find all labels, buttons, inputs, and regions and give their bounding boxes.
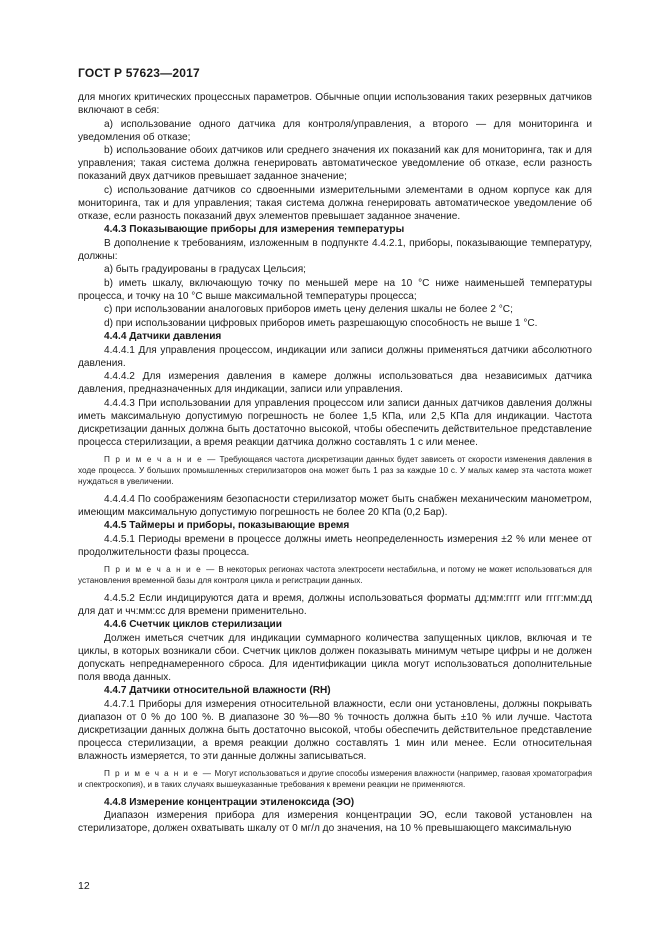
paragraph: 4.4.5.1 Периоды времени в процессе должны иметь неопределенность измерения ±2 % или менее от продолжительности фазы процесса.: [78, 533, 592, 558]
paragraph: Должен иметься счетчик для индикации суммарного количества запущенных циклов, включая и те циклы, в которых возникали сбои. Счетчик циклов должен показывать минимум четыре цифры и не должен допускать непреднамеренного сброса. Для идентификации цикла могут использоваться дополнительные поля ввода данных.: [78, 632, 592, 683]
document-body: [78, 91, 592, 836]
note: [78, 454, 592, 487]
note: [78, 768, 592, 790]
section-title: Датчики относительной влажности (RH): [129, 685, 331, 696]
paragraph: 4.4.4.4 По соображениям безопасности стерилизатор может быть снабжен механическим манометром, имеющим максимальную допустимую погрешность не более 20 КПа (0,2 Бар).: [78, 493, 592, 518]
note-text: В некоторых регионах частота электросети нестабильна, и потому не может использоваться для установления временной базы для контроля цикла и регистрации данных.: [78, 564, 592, 585]
page-number: 12: [78, 880, 90, 892]
section-heading: [78, 330, 592, 343]
section-number: 4.4.3: [104, 224, 127, 235]
section-title: Измерение концентрации этиленоксида (ЭО): [129, 796, 355, 808]
paragraph: для многих критических процессных параметров. Обычные опции использования таких резервных датчиков включают в себя:: [78, 92, 592, 116]
note-label: П р и м е ч а н и е —: [104, 564, 216, 574]
paragraph: d) при использовании цифровых приборов иметь разрешающую способность не выше 1 °С.: [104, 317, 538, 329]
section-heading: [78, 684, 592, 697]
paragraph: 4.4.4.2 Для измерения давления в камере должны использоваться два независимых датчика давления, предназначенных для индикации, записи или управления.: [78, 371, 592, 395]
document-header-title: ГОСТ Р 57623—2017: [78, 66, 200, 80]
section-number: 4.4.5: [104, 520, 127, 531]
paragraph: c) использование датчиков со сдвоенными измерительными элементами в одном корпусе как для мониторинга, так и для управления; такая система должна генерировать автоматическое уведомление об отказе, если разность показаний двух элементов превышает заданное значение.: [78, 184, 592, 222]
note-text: Могут использоваться и другие способы измерения влажности (например, газовая хроматография и спектроскопия), и в таких случаях вышеуказанные требования к времени реакции не применяются.: [78, 768, 593, 789]
paragraph: a) использование одного датчика для контроля/управления, а второго — для мониторинга и уведомления об отказе;: [78, 118, 592, 143]
section-title: Счетчик циклов стерилизации: [129, 619, 282, 630]
section-title: Таймеры и приборы, показывающие время: [129, 520, 350, 531]
paragraph: 4.4.7.1 Приборы для измерения относительной влажности, если они установлены, должны покрывать диапазон от 0 % до 100 %. В диапазоне 30 %—80 % точность должна быть ±10 % или лучше. Частота дискретизации данных должна быть достаточно высокой, чтобы обеспечить действительное представление процесса стерилизации, а время реакции должно составлять 1 мин или менее. Если относительная влажность измеряется, то эти данные должны записываться.: [78, 698, 592, 762]
paragraph: a) быть градуированы в градусах Цельсия;: [104, 264, 306, 275]
section-number: 4.4.6: [104, 619, 127, 630]
section-heading: [78, 618, 592, 631]
paragraph: 4.4.4.3 При использовании для управления процессом или записи данных датчиков давления должны иметь максимальную допустимую погрешность не более 1,5 КПа, или 2,5 КПа для индикации. Частота дискретизации данных должна быть достаточно высокой, чтобы обеспечить действительное представление процесса стерилизации, а время реакции датчика должно составлять 1 с или менее.: [78, 397, 592, 448]
section-title: Показывающие приборы для измерения температуры: [129, 224, 405, 235]
section-number: 4.4.8: [104, 796, 127, 808]
paragraph: c) при использовании аналоговых приборов иметь цену деления шкалы не более 2 °С;: [104, 304, 513, 315]
paragraph: 4.4.4.1 Для управления процессом, индикации или записи должны применяться датчики абсолютного давления.: [78, 344, 592, 369]
note-label: П р и м е ч а н и е —: [104, 768, 213, 778]
paragraph: b) иметь шкалу, включающую точку по меньшей мере на 10 °С ниже наименьшей температуры процесса, и точку на 10 °С выше максимальной температуры процесса;: [78, 277, 592, 302]
section-title: Датчики давления: [129, 331, 222, 342]
section-heading: [78, 223, 592, 236]
note: [78, 564, 592, 586]
section-number: 4.4.4: [104, 331, 127, 342]
section-number: 4.4.7: [104, 685, 127, 696]
paragraph: b) использование обоих датчиков или среднего значения их показаний как для мониторинга, так и для управления; такая система должна генерировать автоматическое уведомление об отказе, если разность показаний двух датчиков превышает заданное значение;: [78, 145, 592, 182]
section-heading: [78, 519, 592, 532]
paragraph: В дополнение к требованиям, изложенным в подпункте 4.4.2.1, приборы, показывающие температуру, должны:: [78, 237, 592, 262]
section-heading: [78, 796, 592, 809]
paragraph: Диапазон измерения прибора для измерения концентрации ЭО, если таковой установлен на стерилизаторе, должен охватывать шкалу от 0 мг/л до значения, на 10 % превышающего максимальную: [78, 810, 592, 834]
paragraph: 4.4.5.2 Если индицируются дата и время, должны использоваться форматы дд:мм:гггг или гггг:мм:дд для дат и чч:мм:сс для времени применительно.: [78, 592, 592, 617]
note-label: П р и м е ч а н и е —: [104, 454, 217, 464]
note-text: Требующаяся частота дискретизации данных будет зависеть от скорости изменения давления в ходе процесса. У больших промышленных стерилизаторов она может быть 1 раз за каждые 10 с. У малых камер эта частота может нуждаться в увеличении.: [78, 454, 593, 486]
